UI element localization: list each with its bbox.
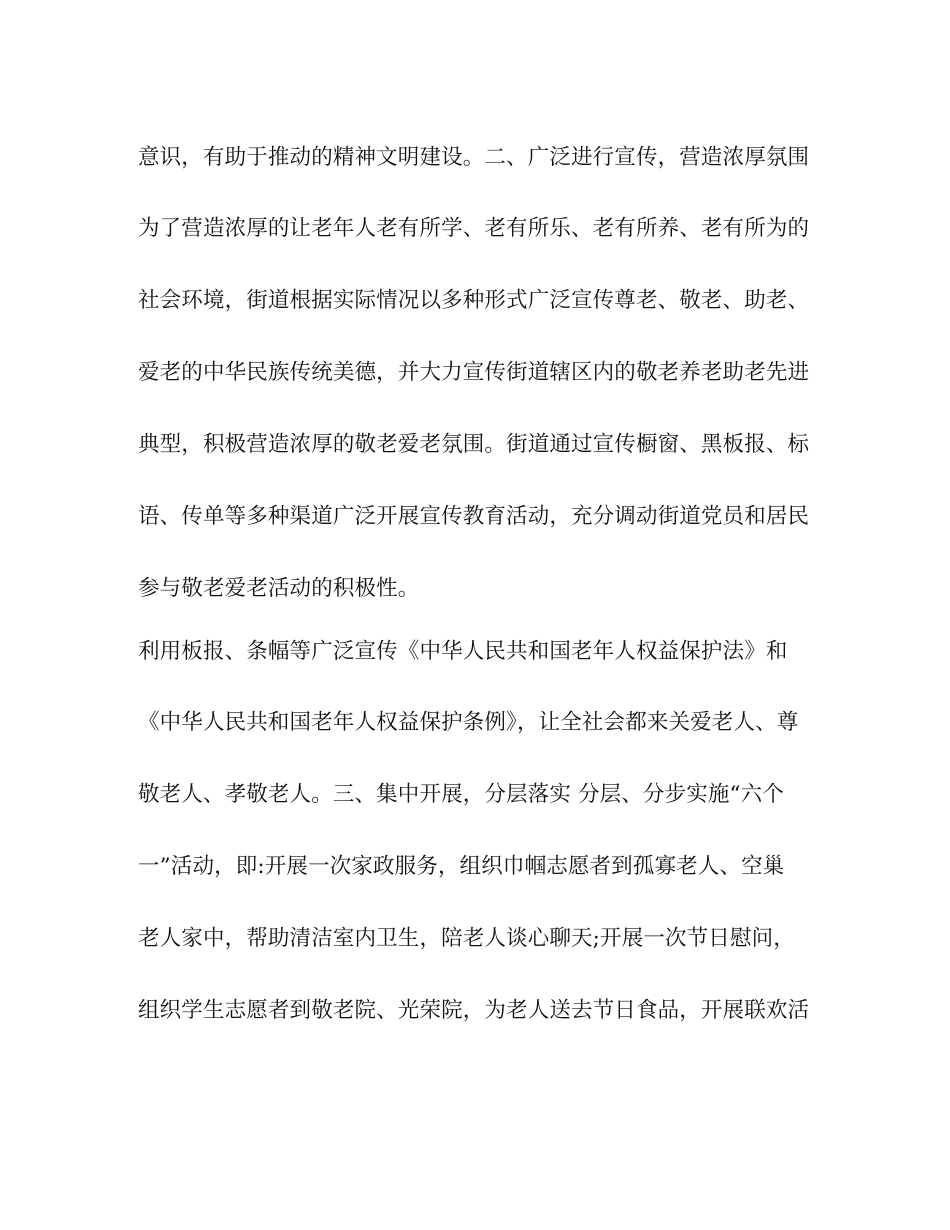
text-line-12: 老人家中，帮助清洁室内卫生，陪老人谈心聊天;开展一次节日慰问， — [138, 926, 795, 951]
text-line-6: 语、传单等多种渠道广泛开展宣传教育活动，充分调动街道党员和居民 — [138, 504, 810, 529]
text-line-9: 《中华人民共和国老年人权益保护条例》，让全社会都来关爱老人、尊 — [138, 710, 799, 735]
text-line-10: 敬老人、孝敬老人。三、集中开展，分层落实 分层、分步实施“六个 — [138, 782, 784, 807]
text-line-4: 爱老的中华民族传统美德，并大力宣传街道辖区内的敬老养老助老先进 — [138, 360, 810, 385]
text-line-13: 组织学生志愿者到敬老院、光荣院，为老人送去节日食品，开展联欢活 — [138, 998, 810, 1023]
text-line-2: 为了营造浓厚的让老年人老有所学、老有所乐、老有所养、老有所为的 — [138, 216, 810, 241]
text-line-3: 社会环境，街道根据实际情况以多种形式广泛宣传尊老、敬老、助老、 — [138, 288, 810, 313]
text-line-7: 参与敬老爱老活动的积极性。 — [138, 576, 420, 601]
text-line-11: 一”活动，即:开展一次家政服务，组织巾帼志愿者到孤寡老人、空巢 — [138, 854, 785, 879]
text-line-1: 意识，有助于推动的精神文明建设。二、广泛进行宣传，营造浓厚氛围 — [138, 145, 810, 170]
text-line-5: 典型，积极营造浓厚的敬老爱老氛围。街道通过宣传橱窗、黑板报、标 — [138, 432, 810, 457]
text-line-8: 利用板报、条幅等广泛宣传《中华人民共和国老年人权益保护法》和 — [138, 639, 788, 664]
